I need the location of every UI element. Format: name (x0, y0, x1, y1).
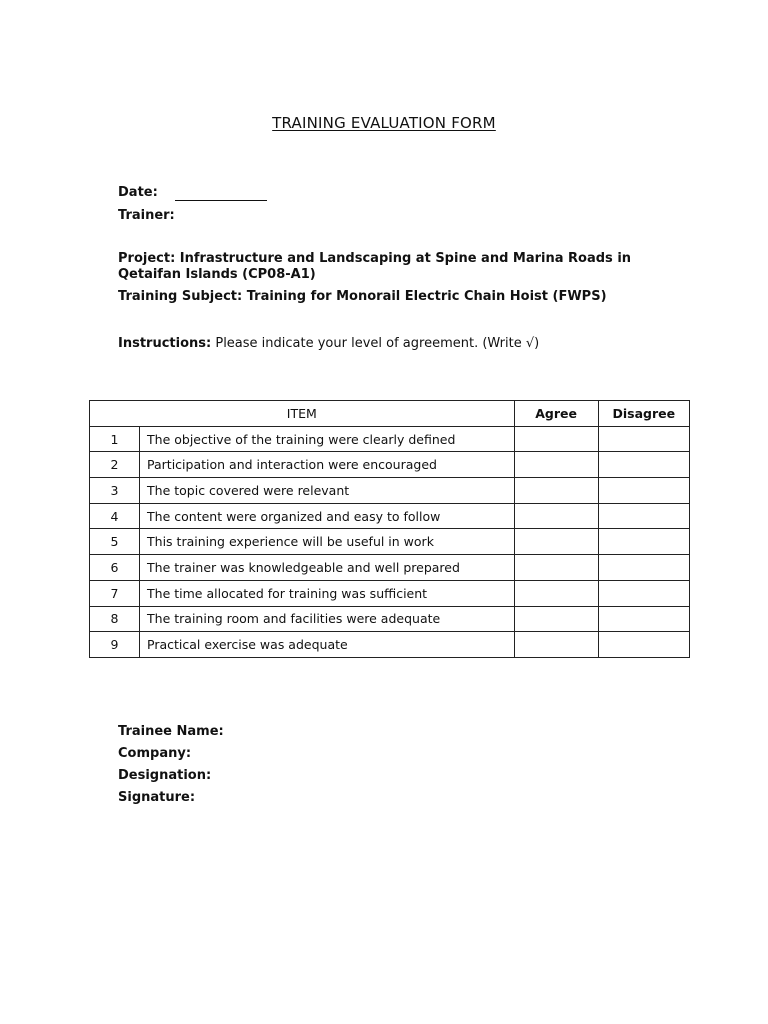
project-text: Project: Infrastructure and Landscaping at Spine and Marina Roads in Qetaifan Islands (CP08-A1) (118, 251, 632, 282)
row-number: 5 (90, 529, 140, 555)
disagree-cell[interactable] (598, 580, 689, 606)
trainer-label: Trainer: (118, 208, 175, 223)
row-item-text: The content were organized and easy to follow (140, 503, 515, 529)
row-number: 1 (90, 426, 140, 452)
evaluation-table (89, 400, 690, 658)
row-number: 4 (90, 503, 140, 529)
instructions (118, 336, 539, 352)
table-row (90, 632, 690, 658)
agree-cell[interactable] (514, 426, 598, 452)
row-number: 6 (90, 555, 140, 581)
table-row (90, 478, 690, 504)
row-item-text: The objective of the training were clearly defined (140, 426, 515, 452)
agree-header: Agree (514, 401, 598, 427)
agree-cell[interactable] (514, 606, 598, 632)
row-number: 3 (90, 478, 140, 504)
agree-cell[interactable] (514, 478, 598, 504)
agree-cell[interactable] (514, 503, 598, 529)
table-row (90, 452, 690, 478)
table-row (90, 555, 690, 581)
disagree-cell[interactable] (598, 555, 689, 581)
table-row (90, 529, 690, 555)
item-header: ITEM (90, 401, 515, 427)
row-item-text: The topic covered were relevant (140, 478, 515, 504)
designation-label: Designation: (118, 768, 212, 783)
disagree-header: Disagree (598, 401, 689, 427)
row-item-text: The time allocated for training was sufficient (140, 580, 515, 606)
table-row (90, 606, 690, 632)
row-item-text: Practical exercise was adequate (140, 632, 515, 658)
row-number: 8 (90, 606, 140, 632)
table-header-row (90, 401, 690, 427)
row-item-text: The trainer was knowledgeable and well prepared (140, 555, 515, 581)
row-item-text: The training room and facilities were adequate (140, 606, 515, 632)
disagree-cell[interactable] (598, 529, 689, 555)
date-input-line[interactable] (175, 200, 267, 201)
row-item-text: This training experience will be useful in work (140, 529, 515, 555)
disagree-cell[interactable] (598, 632, 689, 658)
disagree-cell[interactable] (598, 606, 689, 632)
signature-label: Signature: (118, 790, 196, 805)
instructions-text: Please indicate your level of agreement. (Write √) (215, 336, 540, 351)
disagree-cell[interactable] (598, 503, 689, 529)
disagree-cell[interactable] (598, 452, 689, 478)
training-subject-text: Training Subject: Training for Monorail Electric Chain Hoist (FWPS) (118, 289, 607, 304)
agree-cell[interactable] (514, 452, 598, 478)
row-number: 2 (90, 452, 140, 478)
date-label: Date: (118, 185, 158, 200)
agree-cell[interactable] (514, 555, 598, 581)
company-label: Company: (118, 746, 192, 761)
agree-cell[interactable] (514, 580, 598, 606)
row-number: 7 (90, 580, 140, 606)
row-item-text: Participation and interaction were encouraged (140, 452, 515, 478)
instructions-label: Instructions: (118, 336, 212, 351)
disagree-cell[interactable] (598, 426, 689, 452)
trainee-name-label: Trainee Name: (118, 724, 224, 739)
disagree-cell[interactable] (598, 478, 689, 504)
table-row (90, 503, 690, 529)
form-title: TRAINING EVALUATION FORM (272, 114, 496, 132)
agree-cell[interactable] (514, 632, 598, 658)
row-number: 9 (90, 632, 140, 658)
table-row (90, 580, 690, 606)
agree-cell[interactable] (514, 529, 598, 555)
table-row (90, 426, 690, 452)
